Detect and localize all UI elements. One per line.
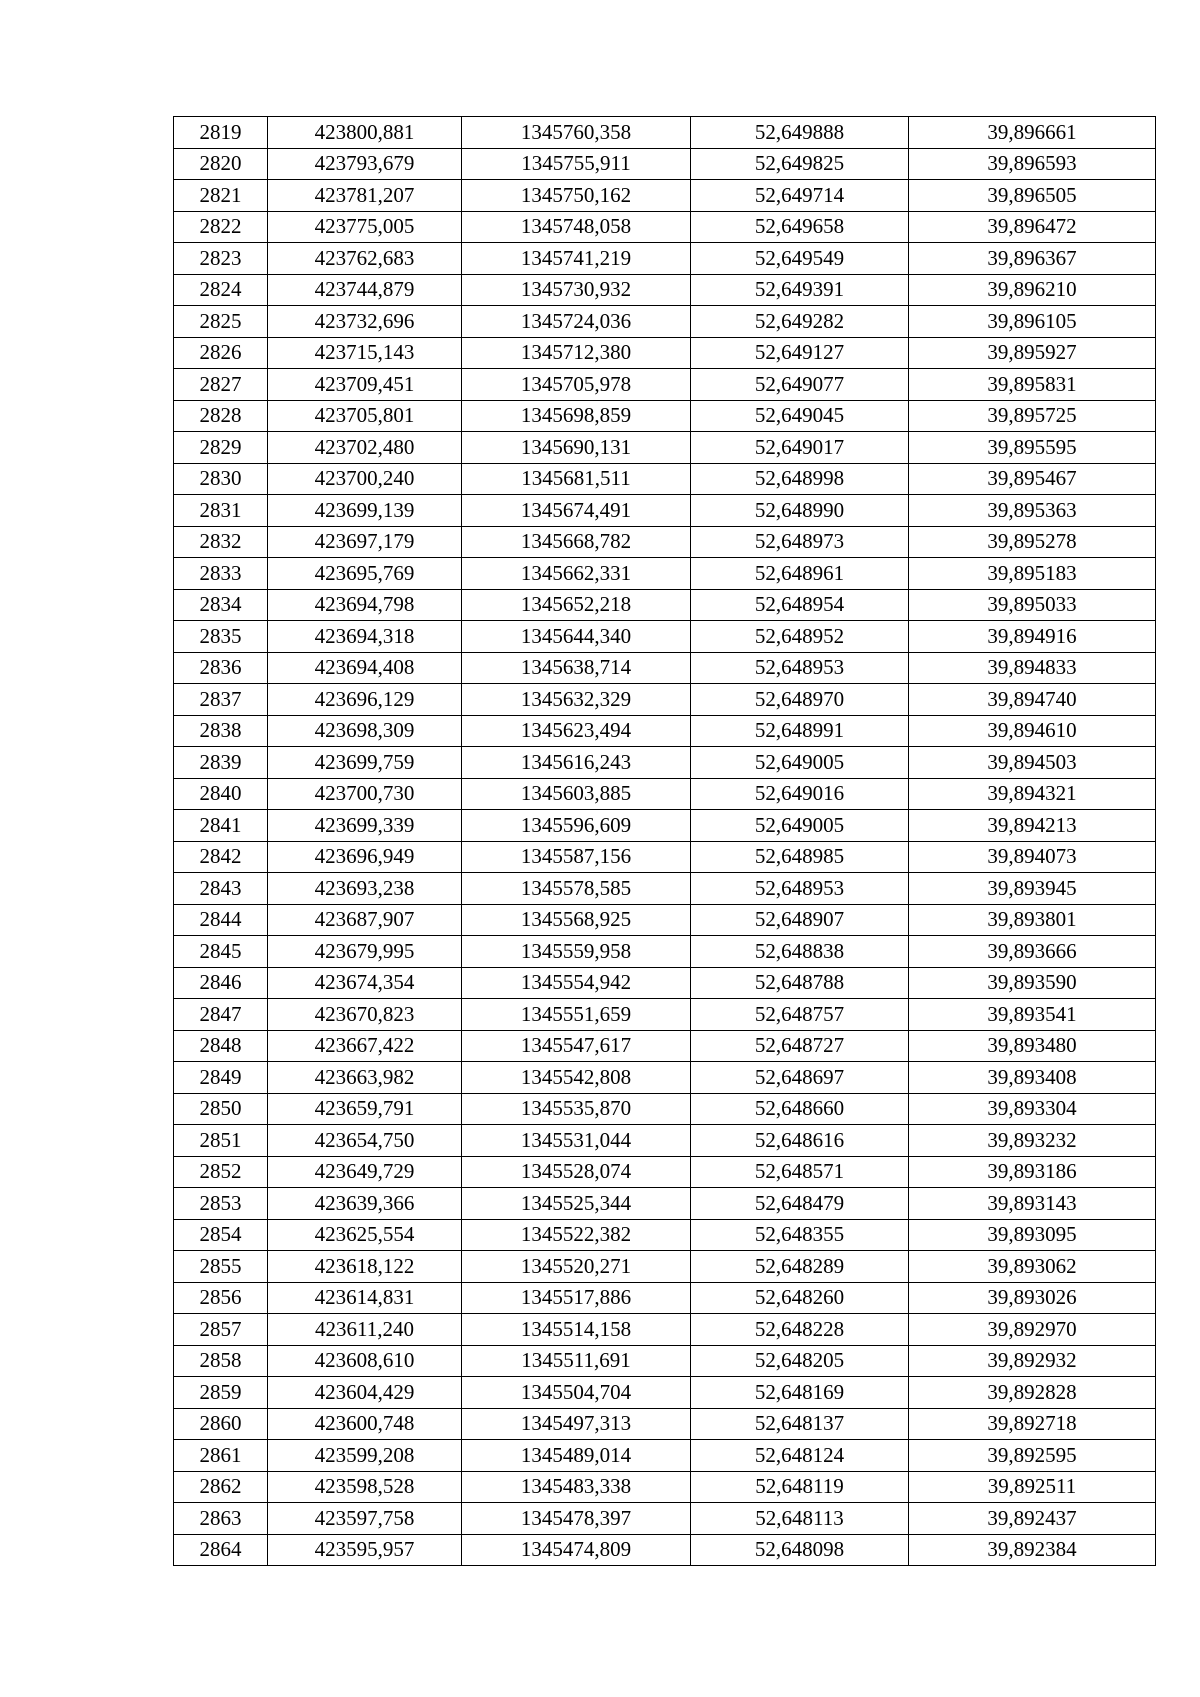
point-number-cell: 2858 <box>174 1345 268 1377</box>
longitude-cell: 39,895183 <box>909 558 1156 590</box>
longitude-cell: 39,895278 <box>909 526 1156 558</box>
x-coordinate-cell: 423649,729 <box>268 1156 462 1188</box>
latitude-cell: 52,648355 <box>691 1219 909 1251</box>
point-number-cell: 2852 <box>174 1156 268 1188</box>
longitude-cell: 39,895725 <box>909 400 1156 432</box>
y-coordinate-cell: 1345698,859 <box>462 400 691 432</box>
point-number-cell: 2824 <box>174 274 268 306</box>
table-row <box>174 1534 1156 1566</box>
table-row <box>174 904 1156 936</box>
longitude-cell: 39,894321 <box>909 778 1156 810</box>
table-row <box>174 1093 1156 1125</box>
x-coordinate-cell: 423775,005 <box>268 211 462 243</box>
y-coordinate-cell: 1345520,271 <box>462 1251 691 1283</box>
x-coordinate-cell: 423715,143 <box>268 337 462 369</box>
longitude-cell: 39,893304 <box>909 1093 1156 1125</box>
table-row <box>174 306 1156 338</box>
latitude-cell: 52,648952 <box>691 621 909 653</box>
table-row <box>174 1345 1156 1377</box>
x-coordinate-cell: 423696,129 <box>268 684 462 716</box>
x-coordinate-cell: 423599,208 <box>268 1440 462 1472</box>
point-number-cell: 2829 <box>174 432 268 464</box>
point-number-cell: 2860 <box>174 1408 268 1440</box>
point-number-cell: 2840 <box>174 778 268 810</box>
point-number-cell: 2837 <box>174 684 268 716</box>
point-number-cell: 2828 <box>174 400 268 432</box>
latitude-cell: 52,648113 <box>691 1503 909 1535</box>
table-row <box>174 211 1156 243</box>
table-row <box>174 526 1156 558</box>
point-number-cell: 2842 <box>174 841 268 873</box>
point-number-cell: 2834 <box>174 589 268 621</box>
x-coordinate-cell: 423697,179 <box>268 526 462 558</box>
table-row <box>174 967 1156 999</box>
y-coordinate-cell: 1345616,243 <box>462 747 691 779</box>
table-row <box>174 1156 1156 1188</box>
latitude-cell: 52,649077 <box>691 369 909 401</box>
x-coordinate-cell: 423597,758 <box>268 1503 462 1535</box>
table-row <box>174 1251 1156 1283</box>
y-coordinate-cell: 1345478,397 <box>462 1503 691 1535</box>
latitude-cell: 52,648098 <box>691 1534 909 1566</box>
table-row <box>174 1314 1156 1346</box>
y-coordinate-cell: 1345528,074 <box>462 1156 691 1188</box>
x-coordinate-cell: 423694,318 <box>268 621 462 653</box>
table-row <box>174 1408 1156 1440</box>
y-coordinate-cell: 1345547,617 <box>462 1030 691 1062</box>
table-row <box>174 243 1156 275</box>
y-coordinate-cell: 1345755,911 <box>462 148 691 180</box>
y-coordinate-cell: 1345542,808 <box>462 1062 691 1094</box>
longitude-cell: 39,894833 <box>909 652 1156 684</box>
longitude-cell: 39,894213 <box>909 810 1156 842</box>
x-coordinate-cell: 423744,879 <box>268 274 462 306</box>
longitude-cell: 39,893232 <box>909 1125 1156 1157</box>
x-coordinate-cell: 423695,769 <box>268 558 462 590</box>
latitude-cell: 52,648788 <box>691 967 909 999</box>
point-number-cell: 2826 <box>174 337 268 369</box>
table-row <box>174 1030 1156 1062</box>
latitude-cell: 52,649127 <box>691 337 909 369</box>
x-coordinate-cell: 423700,730 <box>268 778 462 810</box>
y-coordinate-cell: 1345474,809 <box>462 1534 691 1566</box>
x-coordinate-cell: 423608,610 <box>268 1345 462 1377</box>
table-row <box>174 810 1156 842</box>
latitude-cell: 52,648571 <box>691 1156 909 1188</box>
latitude-cell: 52,648289 <box>691 1251 909 1283</box>
x-coordinate-cell: 423679,995 <box>268 936 462 968</box>
table-row <box>174 1125 1156 1157</box>
point-number-cell: 2853 <box>174 1188 268 1220</box>
longitude-cell: 39,893143 <box>909 1188 1156 1220</box>
y-coordinate-cell: 1345551,659 <box>462 999 691 1031</box>
longitude-cell: 39,896661 <box>909 117 1156 149</box>
table-row <box>174 117 1156 149</box>
x-coordinate-cell: 423699,139 <box>268 495 462 527</box>
latitude-cell: 52,649888 <box>691 117 909 149</box>
point-number-cell: 2844 <box>174 904 268 936</box>
y-coordinate-cell: 1345652,218 <box>462 589 691 621</box>
x-coordinate-cell: 423694,408 <box>268 652 462 684</box>
longitude-cell: 39,892437 <box>909 1503 1156 1535</box>
longitude-cell: 39,893945 <box>909 873 1156 905</box>
x-coordinate-cell: 423604,429 <box>268 1377 462 1409</box>
x-coordinate-cell: 423700,240 <box>268 463 462 495</box>
longitude-cell: 39,896593 <box>909 148 1156 180</box>
x-coordinate-cell: 423702,480 <box>268 432 462 464</box>
point-number-cell: 2833 <box>174 558 268 590</box>
x-coordinate-cell: 423699,759 <box>268 747 462 779</box>
point-number-cell: 2863 <box>174 1503 268 1535</box>
y-coordinate-cell: 1345504,704 <box>462 1377 691 1409</box>
point-number-cell: 2838 <box>174 715 268 747</box>
x-coordinate-cell: 423614,831 <box>268 1282 462 1314</box>
x-coordinate-cell: 423625,554 <box>268 1219 462 1251</box>
point-number-cell: 2850 <box>174 1093 268 1125</box>
point-number-cell: 2846 <box>174 967 268 999</box>
table-row <box>174 936 1156 968</box>
table-row <box>174 432 1156 464</box>
table-row <box>174 1440 1156 1472</box>
point-number-cell: 2827 <box>174 369 268 401</box>
longitude-cell: 39,894610 <box>909 715 1156 747</box>
x-coordinate-cell: 423709,451 <box>268 369 462 401</box>
table-row <box>174 495 1156 527</box>
x-coordinate-cell: 423600,748 <box>268 1408 462 1440</box>
x-coordinate-cell: 423674,354 <box>268 967 462 999</box>
latitude-cell: 52,649549 <box>691 243 909 275</box>
coordinates-table-body <box>174 117 1156 1566</box>
longitude-cell: 39,894916 <box>909 621 1156 653</box>
x-coordinate-cell: 423781,207 <box>268 180 462 212</box>
x-coordinate-cell: 423699,339 <box>268 810 462 842</box>
point-number-cell: 2839 <box>174 747 268 779</box>
longitude-cell: 39,895927 <box>909 337 1156 369</box>
table-row <box>174 778 1156 810</box>
longitude-cell: 39,895831 <box>909 369 1156 401</box>
y-coordinate-cell: 1345522,382 <box>462 1219 691 1251</box>
y-coordinate-cell: 1345662,331 <box>462 558 691 590</box>
table-row <box>174 684 1156 716</box>
latitude-cell: 52,648953 <box>691 652 909 684</box>
y-coordinate-cell: 1345690,131 <box>462 432 691 464</box>
point-number-cell: 2822 <box>174 211 268 243</box>
x-coordinate-cell: 423611,240 <box>268 1314 462 1346</box>
y-coordinate-cell: 1345638,714 <box>462 652 691 684</box>
x-coordinate-cell: 423659,791 <box>268 1093 462 1125</box>
longitude-cell: 39,893801 <box>909 904 1156 936</box>
latitude-cell: 52,648260 <box>691 1282 909 1314</box>
point-number-cell: 2861 <box>174 1440 268 1472</box>
y-coordinate-cell: 1345514,158 <box>462 1314 691 1346</box>
point-number-cell: 2845 <box>174 936 268 968</box>
y-coordinate-cell: 1345603,885 <box>462 778 691 810</box>
latitude-cell: 52,649017 <box>691 432 909 464</box>
y-coordinate-cell: 1345497,313 <box>462 1408 691 1440</box>
x-coordinate-cell: 423694,798 <box>268 589 462 621</box>
latitude-cell: 52,649045 <box>691 400 909 432</box>
x-coordinate-cell: 423693,238 <box>268 873 462 905</box>
table-row <box>174 400 1156 432</box>
x-coordinate-cell: 423793,679 <box>268 148 462 180</box>
table-row <box>174 274 1156 306</box>
y-coordinate-cell: 1345535,870 <box>462 1093 691 1125</box>
y-coordinate-cell: 1345730,932 <box>462 274 691 306</box>
latitude-cell: 52,649005 <box>691 747 909 779</box>
longitude-cell: 39,893408 <box>909 1062 1156 1094</box>
x-coordinate-cell: 423663,982 <box>268 1062 462 1094</box>
table-row <box>174 999 1156 1031</box>
longitude-cell: 39,893062 <box>909 1251 1156 1283</box>
y-coordinate-cell: 1345587,156 <box>462 841 691 873</box>
y-coordinate-cell: 1345760,358 <box>462 117 691 149</box>
table-row <box>174 747 1156 779</box>
longitude-cell: 39,892384 <box>909 1534 1156 1566</box>
longitude-cell: 39,895033 <box>909 589 1156 621</box>
latitude-cell: 52,649391 <box>691 274 909 306</box>
table-row <box>174 873 1156 905</box>
x-coordinate-cell: 423762,683 <box>268 243 462 275</box>
x-coordinate-cell: 423732,696 <box>268 306 462 338</box>
longitude-cell: 39,896367 <box>909 243 1156 275</box>
latitude-cell: 52,648660 <box>691 1093 909 1125</box>
point-number-cell: 2831 <box>174 495 268 527</box>
longitude-cell: 39,893541 <box>909 999 1156 1031</box>
point-number-cell: 2849 <box>174 1062 268 1094</box>
point-number-cell: 2855 <box>174 1251 268 1283</box>
latitude-cell: 52,648119 <box>691 1471 909 1503</box>
y-coordinate-cell: 1345531,044 <box>462 1125 691 1157</box>
point-number-cell: 2820 <box>174 148 268 180</box>
table-row <box>174 652 1156 684</box>
latitude-cell: 52,649282 <box>691 306 909 338</box>
latitude-cell: 52,649016 <box>691 778 909 810</box>
longitude-cell: 39,895363 <box>909 495 1156 527</box>
x-coordinate-cell: 423698,309 <box>268 715 462 747</box>
longitude-cell: 39,894503 <box>909 747 1156 779</box>
latitude-cell: 52,648954 <box>691 589 909 621</box>
x-coordinate-cell: 423598,528 <box>268 1471 462 1503</box>
x-coordinate-cell: 423618,122 <box>268 1251 462 1283</box>
x-coordinate-cell: 423654,750 <box>268 1125 462 1157</box>
y-coordinate-cell: 1345511,691 <box>462 1345 691 1377</box>
point-number-cell: 2843 <box>174 873 268 905</box>
y-coordinate-cell: 1345644,340 <box>462 621 691 653</box>
y-coordinate-cell: 1345623,494 <box>462 715 691 747</box>
table-row <box>174 1062 1156 1094</box>
x-coordinate-cell: 423800,881 <box>268 117 462 149</box>
latitude-cell: 52,648907 <box>691 904 909 936</box>
longitude-cell: 39,894740 <box>909 684 1156 716</box>
longitude-cell: 39,892828 <box>909 1377 1156 1409</box>
table-row <box>174 621 1156 653</box>
point-number-cell: 2857 <box>174 1314 268 1346</box>
table-row <box>174 1503 1156 1535</box>
point-number-cell: 2864 <box>174 1534 268 1566</box>
y-coordinate-cell: 1345668,782 <box>462 526 691 558</box>
latitude-cell: 52,648228 <box>691 1314 909 1346</box>
y-coordinate-cell: 1345517,886 <box>462 1282 691 1314</box>
y-coordinate-cell: 1345750,162 <box>462 180 691 212</box>
latitude-cell: 52,648990 <box>691 495 909 527</box>
latitude-cell: 52,649714 <box>691 180 909 212</box>
latitude-cell: 52,648961 <box>691 558 909 590</box>
x-coordinate-cell: 423639,366 <box>268 1188 462 1220</box>
y-coordinate-cell: 1345674,491 <box>462 495 691 527</box>
table-row <box>174 558 1156 590</box>
longitude-cell: 39,895595 <box>909 432 1156 464</box>
table-row <box>174 148 1156 180</box>
longitude-cell: 39,893590 <box>909 967 1156 999</box>
longitude-cell: 39,892970 <box>909 1314 1156 1346</box>
latitude-cell: 52,648205 <box>691 1345 909 1377</box>
x-coordinate-cell: 423705,801 <box>268 400 462 432</box>
table-row <box>174 589 1156 621</box>
longitude-cell: 39,892595 <box>909 1440 1156 1472</box>
y-coordinate-cell: 1345554,942 <box>462 967 691 999</box>
latitude-cell: 52,648757 <box>691 999 909 1031</box>
table-row <box>174 337 1156 369</box>
coordinates-table <box>173 116 1156 1566</box>
point-number-cell: 2819 <box>174 117 268 149</box>
latitude-cell: 52,648953 <box>691 873 909 905</box>
latitude-cell: 52,648973 <box>691 526 909 558</box>
point-number-cell: 2832 <box>174 526 268 558</box>
latitude-cell: 52,649825 <box>691 148 909 180</box>
y-coordinate-cell: 1345705,978 <box>462 369 691 401</box>
latitude-cell: 52,648985 <box>691 841 909 873</box>
y-coordinate-cell: 1345525,344 <box>462 1188 691 1220</box>
longitude-cell: 39,892932 <box>909 1345 1156 1377</box>
latitude-cell: 52,648124 <box>691 1440 909 1472</box>
longitude-cell: 39,893666 <box>909 936 1156 968</box>
point-number-cell: 2854 <box>174 1219 268 1251</box>
y-coordinate-cell: 1345568,925 <box>462 904 691 936</box>
longitude-cell: 39,896472 <box>909 211 1156 243</box>
latitude-cell: 52,648727 <box>691 1030 909 1062</box>
y-coordinate-cell: 1345559,958 <box>462 936 691 968</box>
point-number-cell: 2821 <box>174 180 268 212</box>
longitude-cell: 39,893480 <box>909 1030 1156 1062</box>
point-number-cell: 2847 <box>174 999 268 1031</box>
longitude-cell: 39,896210 <box>909 274 1156 306</box>
latitude-cell: 52,648616 <box>691 1125 909 1157</box>
x-coordinate-cell: 423667,422 <box>268 1030 462 1062</box>
y-coordinate-cell: 1345748,058 <box>462 211 691 243</box>
table-row <box>174 1377 1156 1409</box>
latitude-cell: 52,648838 <box>691 936 909 968</box>
y-coordinate-cell: 1345741,219 <box>462 243 691 275</box>
x-coordinate-cell: 423696,949 <box>268 841 462 873</box>
x-coordinate-cell: 423687,907 <box>268 904 462 936</box>
x-coordinate-cell: 423595,957 <box>268 1534 462 1566</box>
latitude-cell: 52,649005 <box>691 810 909 842</box>
longitude-cell: 39,896105 <box>909 306 1156 338</box>
y-coordinate-cell: 1345578,585 <box>462 873 691 905</box>
longitude-cell: 39,895467 <box>909 463 1156 495</box>
y-coordinate-cell: 1345681,511 <box>462 463 691 495</box>
latitude-cell: 52,648169 <box>691 1377 909 1409</box>
point-number-cell: 2856 <box>174 1282 268 1314</box>
y-coordinate-cell: 1345483,338 <box>462 1471 691 1503</box>
point-number-cell: 2835 <box>174 621 268 653</box>
y-coordinate-cell: 1345724,036 <box>462 306 691 338</box>
table-row <box>174 1471 1156 1503</box>
point-number-cell: 2836 <box>174 652 268 684</box>
longitude-cell: 39,894073 <box>909 841 1156 873</box>
longitude-cell: 39,892718 <box>909 1408 1156 1440</box>
point-number-cell: 2841 <box>174 810 268 842</box>
table-row <box>174 1219 1156 1251</box>
point-number-cell: 2848 <box>174 1030 268 1062</box>
latitude-cell: 52,648970 <box>691 684 909 716</box>
point-number-cell: 2862 <box>174 1471 268 1503</box>
table-row <box>174 463 1156 495</box>
latitude-cell: 52,648137 <box>691 1408 909 1440</box>
table-row <box>174 369 1156 401</box>
latitude-cell: 52,649658 <box>691 211 909 243</box>
point-number-cell: 2823 <box>174 243 268 275</box>
latitude-cell: 52,648991 <box>691 715 909 747</box>
point-number-cell: 2859 <box>174 1377 268 1409</box>
longitude-cell: 39,893095 <box>909 1219 1156 1251</box>
latitude-cell: 52,648998 <box>691 463 909 495</box>
longitude-cell: 39,893026 <box>909 1282 1156 1314</box>
y-coordinate-cell: 1345712,380 <box>462 337 691 369</box>
y-coordinate-cell: 1345489,014 <box>462 1440 691 1472</box>
point-number-cell: 2830 <box>174 463 268 495</box>
table-row <box>174 180 1156 212</box>
table-row <box>174 715 1156 747</box>
longitude-cell: 39,893186 <box>909 1156 1156 1188</box>
x-coordinate-cell: 423670,823 <box>268 999 462 1031</box>
table-row <box>174 1282 1156 1314</box>
longitude-cell: 39,892511 <box>909 1471 1156 1503</box>
table-row <box>174 841 1156 873</box>
point-number-cell: 2851 <box>174 1125 268 1157</box>
y-coordinate-cell: 1345596,609 <box>462 810 691 842</box>
latitude-cell: 52,648697 <box>691 1062 909 1094</box>
point-number-cell: 2825 <box>174 306 268 338</box>
table-row <box>174 1188 1156 1220</box>
y-coordinate-cell: 1345632,329 <box>462 684 691 716</box>
latitude-cell: 52,648479 <box>691 1188 909 1220</box>
longitude-cell: 39,896505 <box>909 180 1156 212</box>
